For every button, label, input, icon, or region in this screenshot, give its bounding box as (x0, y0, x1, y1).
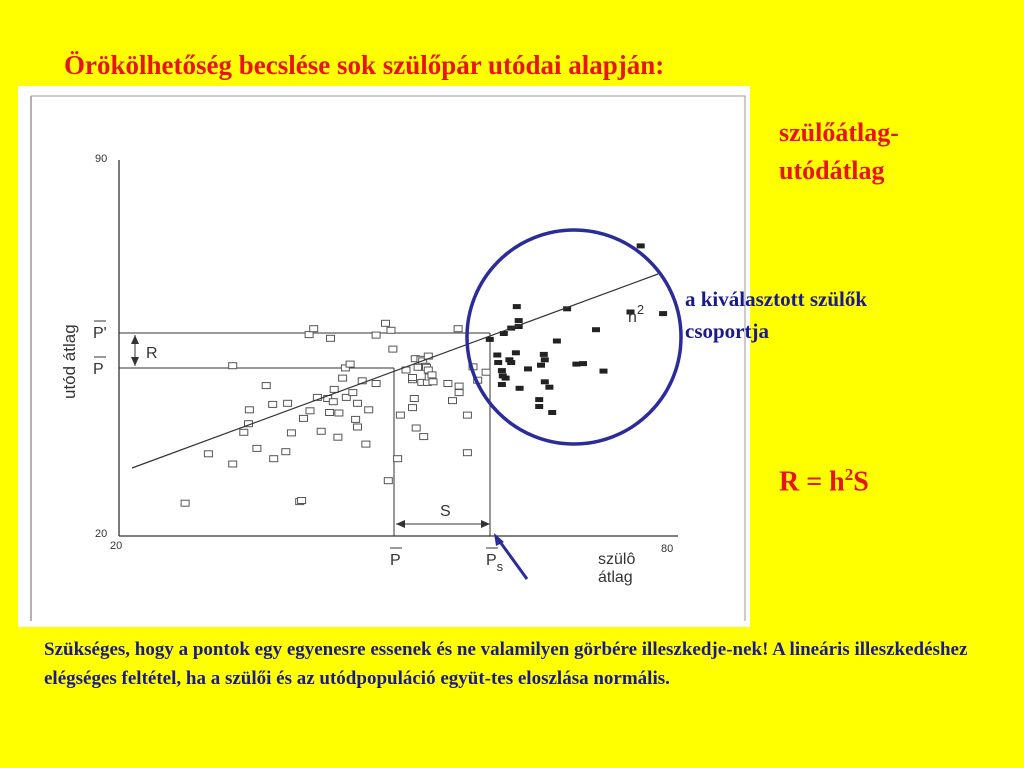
data-point-open (372, 332, 380, 338)
data-point-open (306, 408, 314, 414)
formula-tail: S (853, 466, 869, 498)
data-point-open (449, 398, 457, 404)
data-point-open (410, 396, 418, 402)
data-point-open (396, 412, 404, 418)
data-point-selected (540, 352, 548, 357)
label-h (628, 302, 644, 326)
data-point-open (420, 434, 428, 440)
data-point-open (181, 500, 189, 506)
data-point-selected (535, 397, 543, 402)
data-point-selected (537, 363, 545, 368)
data-point-selected (516, 386, 524, 391)
footnote-text: Szükséges, hogy a pontok egy egyenesre essenek és ne valamilyen görbére illeszkedje-nek! A lineáris illeszkedéshez elégséges feltétel, ha a szülői és az utódpopuláció együt-tes eloszlása normális. (44, 639, 968, 689)
data-point-open (329, 399, 337, 405)
y-tick-bottom: 20 (95, 528, 108, 540)
data-point-open (463, 450, 471, 456)
label-ps (486, 552, 504, 574)
selected-group-label (685, 283, 867, 347)
guide-lines (119, 333, 490, 536)
data-point-open (394, 456, 402, 462)
data-point-selected (659, 311, 667, 316)
x-tick-right: 80 (661, 543, 674, 555)
offspring-points-selected (486, 243, 667, 415)
label-ps-main: P (486, 552, 497, 569)
formula-base: R = h (779, 466, 845, 498)
data-point-open (317, 428, 325, 434)
data-point-open (354, 424, 362, 430)
label-p-x: P (390, 552, 401, 569)
data-point-open (463, 412, 471, 418)
parent-offspring-line1: szülőátlag- (779, 118, 899, 147)
data-point-open (310, 326, 318, 332)
data-point-open (382, 320, 390, 326)
figure-panel (18, 86, 750, 627)
data-point-open (414, 364, 422, 370)
label-ps-sub: s (496, 559, 504, 574)
data-point-open (429, 379, 437, 385)
data-point-open (330, 386, 338, 392)
data-point-open (365, 407, 373, 413)
data-point-selected (512, 350, 520, 355)
regression-line (132, 274, 658, 468)
r-arrow-head-up (131, 335, 139, 344)
data-point-selected (498, 368, 506, 373)
data-point-open (305, 332, 313, 338)
data-point-selected (535, 404, 543, 409)
selected-group-circle (467, 230, 681, 444)
data-point-open (245, 407, 253, 413)
label-p-y: P (93, 361, 104, 378)
data-point-open (298, 498, 306, 504)
data-point-open (327, 335, 335, 341)
data-point-open (334, 434, 342, 440)
data-point-selected (600, 369, 608, 374)
label-h-exp: 2 (636, 302, 645, 317)
data-point-open (384, 478, 392, 484)
data-point-selected (637, 243, 645, 248)
data-point-selected (515, 318, 523, 323)
data-point-open (482, 369, 490, 375)
data-point-selected (592, 327, 600, 332)
data-point-open (349, 390, 357, 396)
data-point-open (352, 416, 360, 422)
formula-exponent: 2 (844, 465, 854, 484)
data-point-open (362, 441, 370, 447)
data-point-open (287, 430, 295, 436)
data-point-open (253, 445, 261, 451)
data-point-selected (548, 410, 556, 415)
data-point-open (300, 415, 308, 421)
x-tick-left: 20 (110, 540, 123, 552)
data-point-open (240, 429, 248, 435)
data-point-selected (541, 357, 549, 362)
slide-title: Örökölhetőség becslése sok szülőpár utódai alapján: (64, 50, 665, 80)
data-point-open (326, 410, 334, 416)
data-point-open (339, 375, 347, 381)
data-point-open (204, 451, 212, 457)
y-axis-label: utód átlag (60, 324, 79, 399)
data-point-open (454, 326, 462, 332)
data-point-selected (541, 379, 549, 384)
data-point-selected (498, 382, 506, 387)
axes (119, 160, 678, 536)
data-point-selected (502, 376, 510, 381)
data-point-selected (524, 366, 532, 371)
x-axis-label-line2: átlag (598, 569, 633, 586)
data-point-selected (513, 304, 521, 309)
data-point-selected (545, 385, 553, 390)
breeders-equation (779, 465, 869, 498)
data-point-open (409, 375, 417, 381)
data-point-open (269, 401, 277, 407)
data-point-open (262, 383, 270, 389)
data-point-selected (579, 361, 587, 366)
x-axis-label-line1: szülô (598, 551, 636, 568)
label-s: S (440, 503, 451, 520)
r-arrow-head-down (131, 357, 139, 366)
label-p-prime: P' (93, 325, 107, 342)
data-point-open (389, 346, 397, 352)
data-point-selected (507, 360, 515, 365)
selected-group-line2: csoportja (685, 319, 769, 343)
data-point-open (455, 390, 463, 396)
data-point-open (444, 381, 452, 387)
data-point-open (346, 361, 354, 367)
label-h-main: h (628, 309, 637, 326)
data-point-open (229, 461, 237, 467)
data-point-open (372, 381, 380, 387)
regression-figure (18, 86, 750, 627)
data-point-selected (494, 360, 502, 365)
data-point-open (387, 327, 395, 333)
data-point-open (428, 372, 436, 378)
parent-offspring-line2: utódátlag (779, 156, 885, 185)
label-r: R (146, 345, 158, 362)
parent-offspring-label (779, 114, 899, 190)
data-point-open (335, 410, 343, 416)
data-point-open (412, 425, 420, 431)
data-point-open (229, 363, 237, 369)
offspring-points-unselected (181, 320, 490, 506)
data-point-selected (493, 353, 501, 358)
selected-group-line1: a kiválasztott szülők (685, 287, 868, 311)
s-arrow-head-left (396, 520, 405, 528)
data-point-open (354, 400, 362, 406)
data-point-open (282, 449, 290, 455)
data-point-open (409, 405, 417, 411)
data-point-selected (553, 339, 561, 344)
data-point-open (270, 456, 278, 462)
s-arrow-head-right (481, 520, 490, 528)
y-tick-top: 90 (95, 153, 108, 165)
data-point-open (284, 400, 292, 406)
data-point-open (455, 383, 463, 389)
